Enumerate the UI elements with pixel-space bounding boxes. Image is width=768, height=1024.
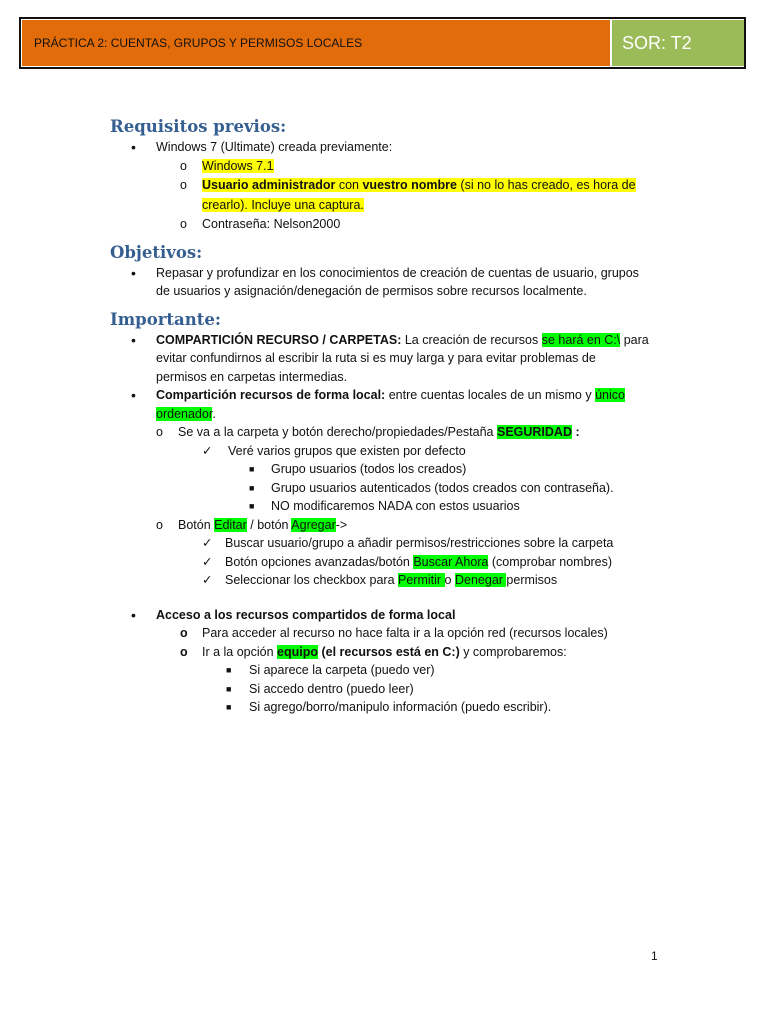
list-item: • COMPARTICIÓN RECURSO / CARPETAS: La creación de recursos se hará en C:\ para evitar confundirnos al escribir la ruta si es muy larga y para evitar problemas de permisos en carpetas intermedias. xyxy=(110,331,658,387)
section-heading-objetivos: Objetivos: xyxy=(110,242,203,262)
check-icon: ✓ xyxy=(202,443,213,458)
section-heading-requisitos: Requisitos previos: xyxy=(110,117,287,136)
course-code: SOR: T2 xyxy=(612,20,744,66)
list-item: ✓ Veré varios grupos que existen por defecto xyxy=(110,442,658,461)
list-item: ■ NO modificaremos NADA con estos usuarios xyxy=(249,499,520,513)
list-item: ✓ Buscar usuario/grupo a añadir permisos/restricciones sobre la carpeta xyxy=(110,534,658,553)
check-icon: ✓ xyxy=(202,554,213,569)
list-item: ✓ Botón opciones avanzadas/botón Buscar Ahora (comprobar nombres) xyxy=(110,553,658,572)
list-item: ■ Grupo usuarios autenticados (todos creados con contraseña). xyxy=(249,480,614,495)
list-item: o Botón Editar / botón Agregar-> xyxy=(156,517,348,532)
page-number: 1 xyxy=(651,949,658,963)
list-item: • Compartición recursos de forma local: entre cuentas locales de un mismo y único ordenador. xyxy=(110,386,658,423)
list-item: o Usuario administrador con vuestro nombre (si no lo has creado, es hora de crearlo). Incluye una captura. xyxy=(180,178,636,212)
list-item: o Contraseña: Nelson2000 xyxy=(180,217,341,231)
list-item: ■ Si aparece la carpeta (puedo ver) xyxy=(226,663,435,677)
list-item: ■ Si agrego/borro/manipulo información (puedo escribir). xyxy=(226,700,552,714)
list-item: • Acceso a los recursos compartidos de forma local xyxy=(110,606,658,625)
list-item: o Windows 7.1 xyxy=(180,158,274,173)
list-item: o Ir a la opción equipo (el recursos está en C:) y comprobaremos: xyxy=(180,644,567,659)
list-item: o Para acceder al recurso no hace falta ir a la opción red (recursos locales) xyxy=(180,626,608,640)
list-item: • Repasar y profundizar en los conocimientos de creación de cuentas de usuario, grupos de usuarios y asignación/denegación de permisos sobre recursos localmente. xyxy=(110,264,658,301)
list-item: • Windows 7 (Ultimate) creada previamente: xyxy=(110,138,658,157)
list-item: ✓ Seleccionar los checkbox para Permitir o Denegar permisos xyxy=(110,571,658,590)
list-item: o Se va a la carpeta y botón derecho/propiedades/Pestaña SEGURIDAD : xyxy=(156,425,580,439)
list-item: ■ Grupo usuarios (todos los creados) xyxy=(249,462,467,476)
document-body xyxy=(110,116,658,717)
section-heading-importante: Importante: xyxy=(110,309,221,329)
list-item: ■ Si accedo dentro (puedo leer) xyxy=(226,681,414,696)
document-title: PRÁCTICA 2: CUENTAS, GRUPOS Y PERMISOS LOCALES xyxy=(22,20,610,66)
check-icon: ✓ xyxy=(202,536,213,550)
check-icon: ✓ xyxy=(202,573,213,587)
